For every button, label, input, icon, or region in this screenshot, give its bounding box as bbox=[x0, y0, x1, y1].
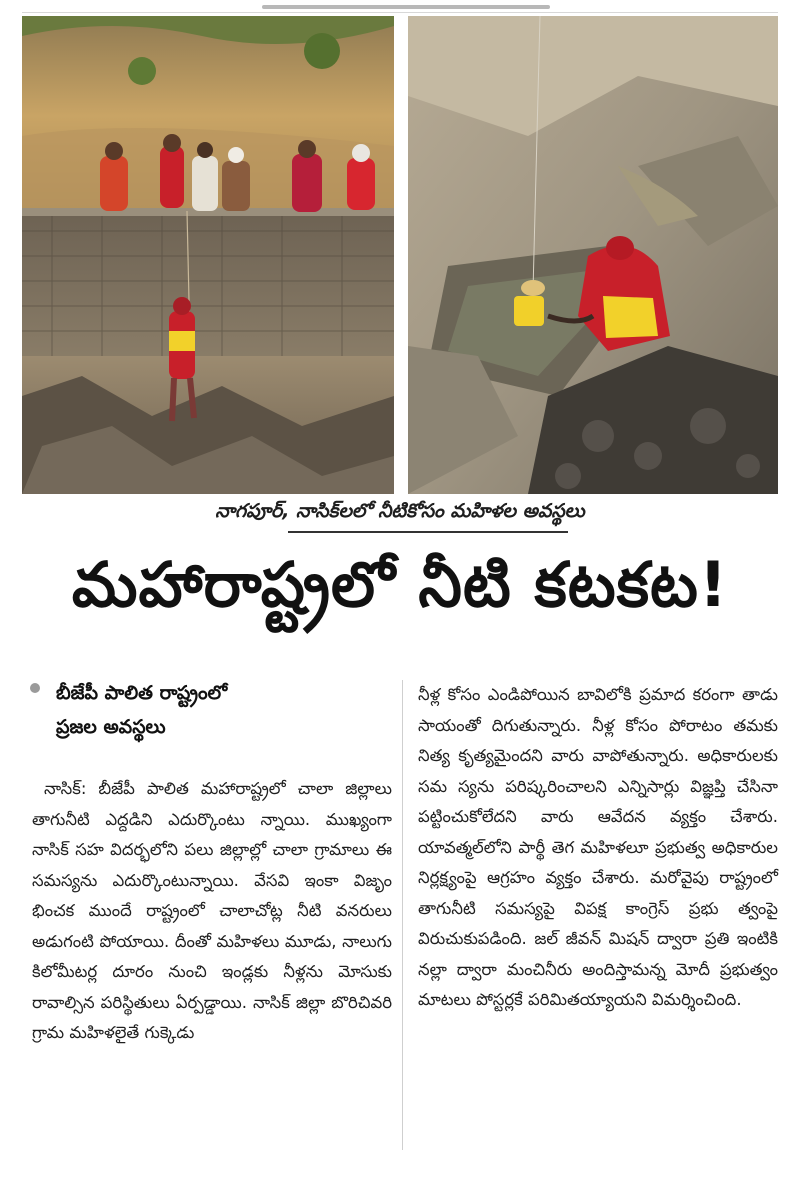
article-column-left: నాసిక్: బీజేపీ పాలిత మహారాష్ట్రలో చాలా జిల్లాలు తాగునీటి ఎద్దడిని ఎదుర్కొంటు న్నాయి. ముఖ్యంగా నాసిక్ సహ విదర్భలోని పలు జిల్లాల్లో చాలా గ్రామాలు ఈ సమస్యను ఎదుర్కొంటున్నాయి. వేసవి ఇంకా విజృం భించక ముందే రాష్ట్రంలో చాలాచోట్ల నీటి వనరులు అడుగంటి పోయాయి. దీంతో మహిళలు మూడు, నాలుగు కిలోమీటర్ల దూరం నుంచి ఇండ్లకు నీళ్లను మోసుకు రావాల్సిన పరిస్థితులు ఏర్పడ్డాయి. నాసిక్ జిల్లా బొరిచివరి గ్రామ మహిళలైతే గుక్కెడు bbox=[32, 779, 392, 1042]
column-divider bbox=[402, 680, 403, 1150]
caption-underline bbox=[288, 531, 568, 533]
highlight-line-2: ప్రజల అవస్థలు bbox=[56, 716, 166, 738]
top-divider bbox=[22, 12, 778, 13]
bullet-icon bbox=[30, 683, 40, 693]
photo-rocky-well-image bbox=[408, 16, 778, 494]
top-scrollbar bbox=[262, 5, 550, 9]
photo-rocky-well bbox=[408, 16, 778, 494]
photo-well-women bbox=[22, 16, 394, 494]
headline: మహారాష్ట్రలో నీటి కటకట! bbox=[71, 548, 729, 621]
highlight-box bbox=[30, 676, 390, 744]
article-column-right: నీళ్ల కోసం ఎండిపోయిన బావిలోకి ప్రమాద కరంగా తాడు సాయంతో దిగుతున్నారు. నీళ్ల కోసం పోరాటం తమకు నిత్య కృత్యమైందని వారు వాపోతున్నారు. అధికారులకు సమ స్యను పరిష్కరించాలని ఎన్నిసార్లు విజ్ఞప్తి చేసినా పట్టించుకోలేదని వారు ఆవేదన వ్యక్తం చేశారు. యావత్మల్‌లోని పార్థీ తెగ మహిళలూ ప్రభుత్వ అధికారుల నిర్లక్ష్యంపై ఆగ్రహం వ్యక్తం చేశారు. మరోవైపు రాష్ట్రంలో తాగునీటి సమస్యపై విపక్ష కాంగ్రెస్ ప్రభు త్వంపై విరుచుకుపడింది. జల్ జీవన్ మిషన్ ద్వారా ప్రతి ఇంటికి నల్లా ద్వారా మంచినీరు అందిస్తామన్న మోదీ ప్రభుత్వం మాటలు పోస్టర్లకే పరిమితయ్యాయని విమర్శించింది. bbox=[418, 685, 778, 1009]
highlight-line-1: బీజేపీ పాలిత రాష్ట్రంలో bbox=[56, 682, 228, 704]
photo-well-women-image bbox=[22, 16, 394, 494]
photo-caption: నాగపూర్, నాసిక్‌లలో నీటికోసం మహిళల అవస్థలు bbox=[215, 500, 585, 522]
